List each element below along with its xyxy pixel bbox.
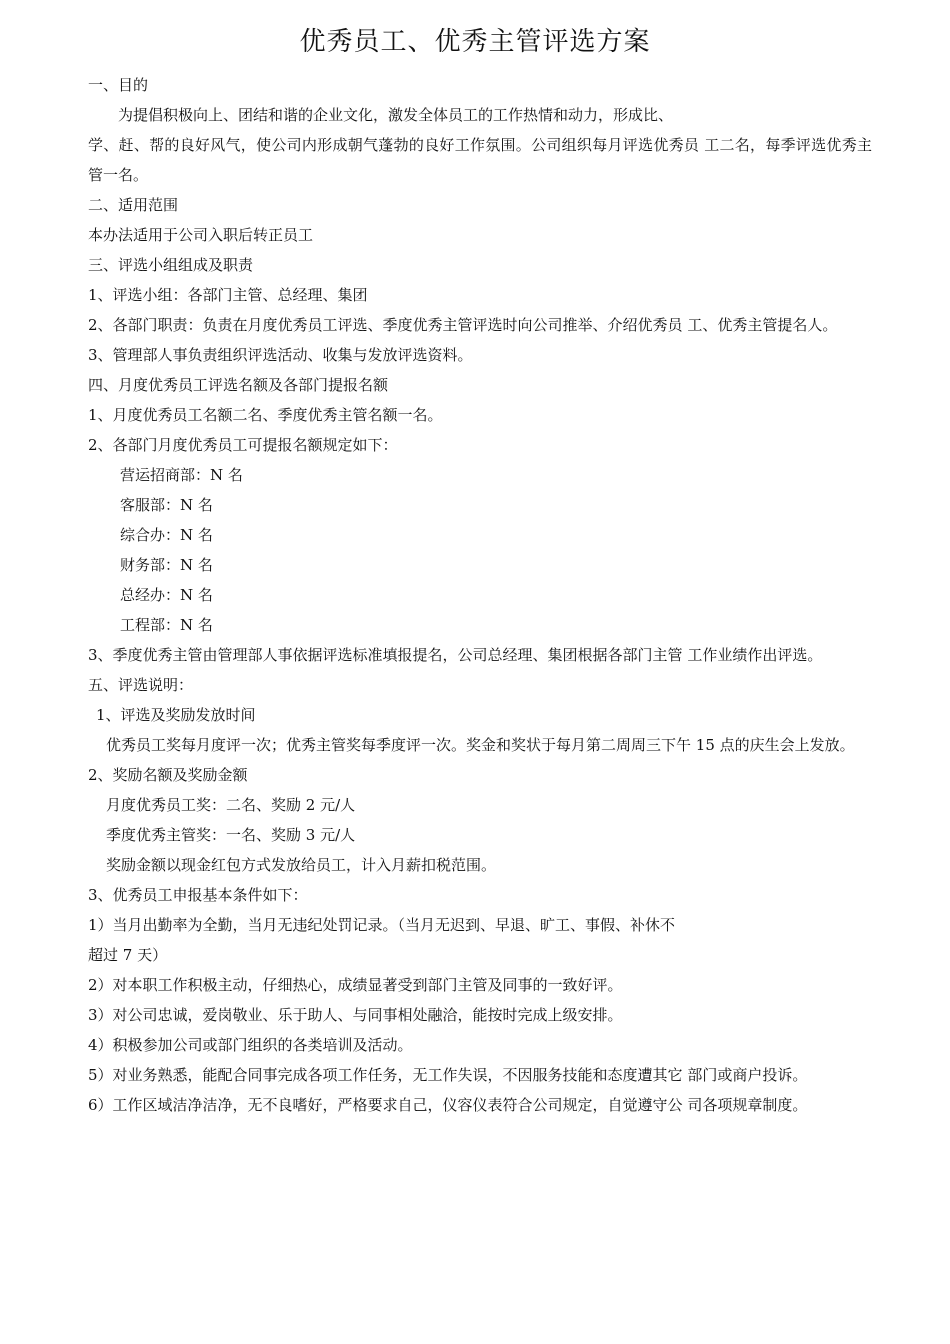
subsection-heading: 1、评选及奖励发放时间	[96, 706, 256, 724]
document-title: 优秀员工、优秀主管评选方案	[299, 27, 651, 57]
section-heading: 四、月度优秀员工评选名额及各部门提报名额	[88, 376, 389, 394]
award-item: 季度优秀主管奖：一名、奖励 3 元/人	[106, 826, 356, 844]
condition-item: 2）对本职工作积极主动，仔细热心，成绩显著受到部门主管及同事的一致好评。	[88, 976, 623, 994]
department-quota: 工程部：N 名	[120, 616, 213, 634]
condition-item: 1）当月出勤率为全勤，当月无违纪处罚记录。（当月无迟到、早退、旷工、事假、补休不	[88, 916, 676, 934]
section-heading: 五、评选说明：	[88, 676, 194, 694]
department-quota: 财务部：N 名	[120, 556, 213, 574]
condition-item: 5）对业务熟悉，能配合同事完成各项工作任务，无工作失误，不因服务技能和态度遭其它 部门或商户投诉。	[88, 1066, 808, 1084]
subsection-heading: 2、奖励名额及奖励金额	[88, 766, 248, 784]
paragraph: 学、赶、帮的良好风气，使公司内形成朝气蓬勃的良好工作氛围。公司组织每月评选优秀员 工二名，每季评选优秀主管一名。	[88, 136, 872, 184]
section-heading: 三、评选小组组成及职责	[88, 256, 254, 274]
list-item: 3、季度优秀主管由管理部人事依据评选标准填报提名，公司总经理、集团根据各部门主管 工作业绩作出评选。	[88, 646, 823, 664]
list-item: 1、月度优秀员工名额二名、季度优秀主管名额一名。	[88, 406, 443, 424]
department-quota: 综合办：N 名	[120, 526, 213, 544]
condition-item: 6）工作区域洁净洁净，无不良嗜好，严格要求自己，仪容仪表符合公司规定，自觉遵守公 司各项规章制度。	[88, 1096, 808, 1114]
department-quota: 总经办：N 名	[120, 586, 213, 604]
list-item: 2、各部门职责：负责在月度优秀员工评选、季度优秀主管评选时向公司推举、介绍优秀员 工、优秀主管提名人。	[88, 316, 838, 334]
list-item: 1、评选小组：各部门主管、总经理、集团	[88, 286, 368, 304]
condition-item: 3）对公司忠诚，爱岗敬业、乐于助人、与同事相处融洽，能按时完成上级安排。	[88, 1006, 623, 1024]
list-item: 2、各部门月度优秀员工可提报名额规定如下：	[88, 436, 398, 454]
department-quota: 客服部：N 名	[120, 496, 213, 514]
document-body	[88, 70, 872, 1120]
condition-item: 4）积极参加公司或部门组织的各类培训及活动。	[88, 1036, 413, 1054]
paragraph: 优秀员工奖每月度评一次；优秀主管奖每季度评一次。奖金和奖状于每月第二周周三下午 15 点的庆生会上发放。	[106, 736, 855, 754]
condition-item-continued: 超过 7 天）	[88, 946, 168, 964]
section-heading: 一、目的	[88, 76, 149, 94]
paragraph: 本办法适用于公司入职后转正员工	[88, 226, 314, 244]
award-item: 月度优秀员工奖：二名、奖励 2 元/人	[106, 796, 356, 814]
paragraph: 奖励金额以现金红包方式发放给员工，计入月薪扣税范围。	[106, 856, 497, 874]
section-heading: 二、适用范围	[88, 196, 179, 214]
paragraph-line: 为提倡积极向上、团结和谐的企业文化，激发全体员工的工作热情和动力，形成比、	[118, 106, 674, 124]
subsection-heading: 3、优秀员工申报基本条件如下：	[88, 886, 308, 904]
department-quota: 营运招商部：N 名	[120, 466, 243, 484]
list-item: 3、管理部人事负责组织评选活动、收集与发放评选资料。	[88, 346, 473, 364]
